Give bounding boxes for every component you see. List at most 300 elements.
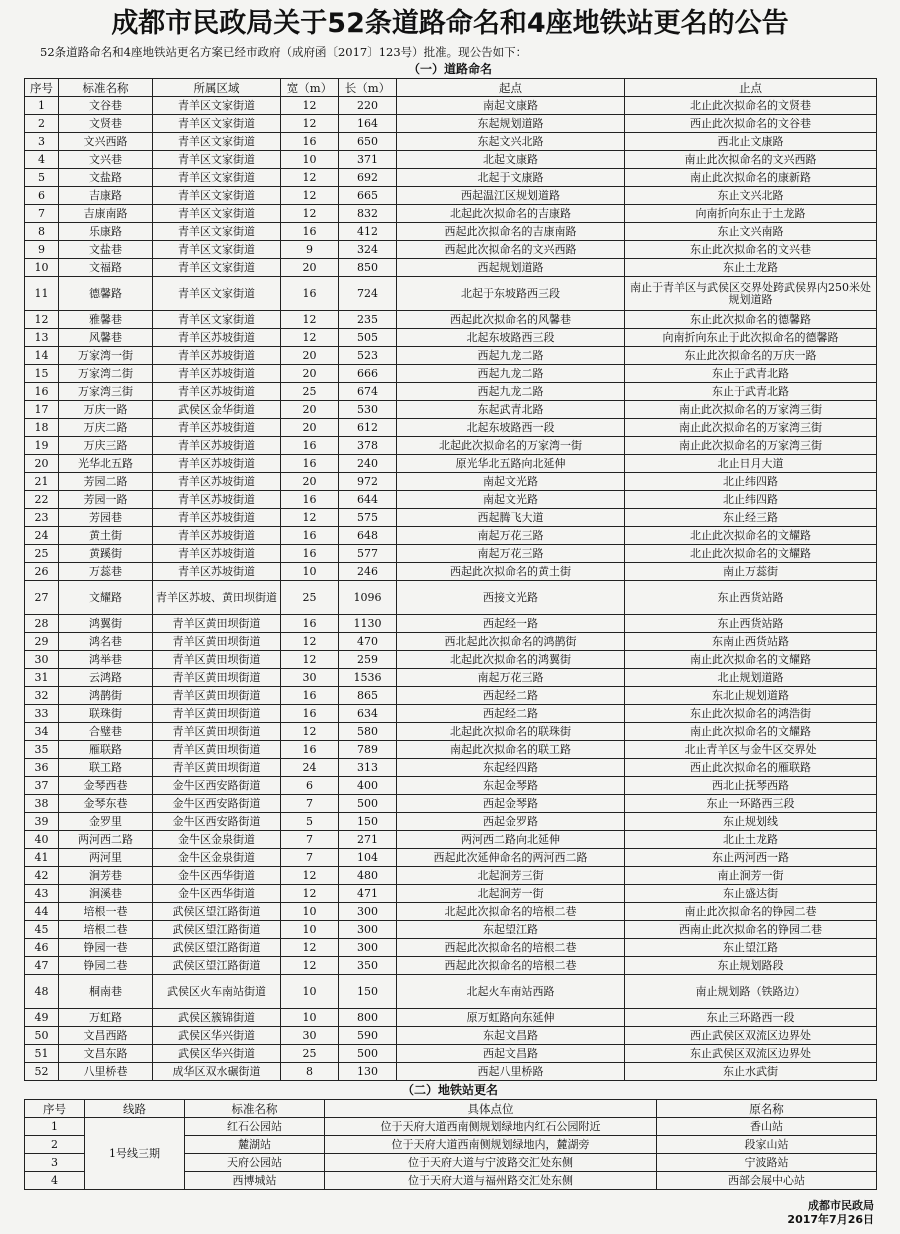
cell-end: 北止此次拟命名的文耀路 bbox=[625, 527, 877, 545]
cell-start: 东起文昌路 bbox=[397, 1027, 625, 1045]
cell-index: 2 bbox=[25, 115, 59, 133]
cell-width: 12 bbox=[281, 115, 339, 133]
table-row bbox=[25, 311, 877, 329]
cell-name: 文盐巷 bbox=[59, 241, 153, 259]
cell-end: 东止望江路 bbox=[625, 939, 877, 957]
cell-name: 文耀路 bbox=[59, 581, 153, 615]
cell-length: 577 bbox=[339, 545, 397, 563]
cell-start: 西起此次拟命名的吉康南路 bbox=[397, 223, 625, 241]
cell-start: 南起文康路 bbox=[397, 97, 625, 115]
cell-district: 青羊区文家街道 bbox=[153, 97, 281, 115]
cell-start: 东起金琴路 bbox=[397, 777, 625, 795]
cell-start: 西北起此次拟命名的鸿鹊街 bbox=[397, 633, 625, 651]
cell-end: 南止万蕊街 bbox=[625, 563, 877, 581]
cell-index: 50 bbox=[25, 1027, 59, 1045]
cell-start: 西起腾飞大道 bbox=[397, 509, 625, 527]
cell-index: 30 bbox=[25, 651, 59, 669]
metro-cell-old-name: 香山站 bbox=[657, 1118, 877, 1136]
cell-start: 西起此次拟命名的培根二巷 bbox=[397, 957, 625, 975]
cell-width: 12 bbox=[281, 509, 339, 527]
cell-start: 北起于文康路 bbox=[397, 169, 625, 187]
cell-width: 20 bbox=[281, 347, 339, 365]
road-naming-table bbox=[24, 78, 877, 1081]
cell-district: 青羊区文家街道 bbox=[153, 205, 281, 223]
table-row bbox=[25, 687, 877, 705]
cell-index: 14 bbox=[25, 347, 59, 365]
cell-index: 52 bbox=[25, 1063, 59, 1081]
cell-width: 10 bbox=[281, 903, 339, 921]
table-row bbox=[25, 563, 877, 581]
table-row bbox=[25, 509, 877, 527]
cell-start: 两河西二路向北延伸 bbox=[397, 831, 625, 849]
cell-start: 南起文光路 bbox=[397, 491, 625, 509]
cell-length: 130 bbox=[339, 1063, 397, 1081]
header-length: 长（m） bbox=[339, 79, 397, 97]
cell-name: 文昌西路 bbox=[59, 1027, 153, 1045]
cell-name: 万蕊巷 bbox=[59, 563, 153, 581]
cell-name: 雅馨巷 bbox=[59, 311, 153, 329]
table-row bbox=[25, 885, 877, 903]
cell-district: 金牛区西华街道 bbox=[153, 867, 281, 885]
cell-district: 青羊区黄田坝街道 bbox=[153, 723, 281, 741]
cell-start: 西起此次拟命名的黄土街 bbox=[397, 563, 625, 581]
cell-start: 北起此次拟命名的万家湾一街 bbox=[397, 437, 625, 455]
cell-end: 南止此次拟命名的铮园二巷 bbox=[625, 903, 877, 921]
cell-width: 16 bbox=[281, 615, 339, 633]
cell-end: 北止土龙路 bbox=[625, 831, 877, 849]
cell-length: 800 bbox=[339, 1009, 397, 1027]
cell-name: 乐康路 bbox=[59, 223, 153, 241]
cell-district: 青羊区黄田坝街道 bbox=[153, 669, 281, 687]
cell-district: 青羊区黄田坝街道 bbox=[153, 741, 281, 759]
cell-index: 9 bbox=[25, 241, 59, 259]
cell-width: 20 bbox=[281, 473, 339, 491]
table-row bbox=[25, 383, 877, 401]
cell-index: 5 bbox=[25, 169, 59, 187]
table-row bbox=[25, 491, 877, 509]
cell-district: 青羊区苏坡街道 bbox=[153, 473, 281, 491]
cell-start: 北起文康路 bbox=[397, 151, 625, 169]
cell-width: 20 bbox=[281, 401, 339, 419]
table-row bbox=[25, 259, 877, 277]
table-row bbox=[25, 169, 877, 187]
cell-name: 联珠街 bbox=[59, 705, 153, 723]
cell-index: 10 bbox=[25, 259, 59, 277]
cell-end: 东止此次拟命名的万庆一路 bbox=[625, 347, 877, 365]
cell-width: 16 bbox=[281, 741, 339, 759]
cell-start: 东起望江路 bbox=[397, 921, 625, 939]
cell-length: 104 bbox=[339, 849, 397, 867]
metro-header-old-name: 原名称 bbox=[657, 1100, 877, 1118]
cell-district: 成华区双水碾街道 bbox=[153, 1063, 281, 1081]
metro-cell-index: 3 bbox=[25, 1154, 85, 1172]
cell-district: 青羊区黄田坝街道 bbox=[153, 759, 281, 777]
cell-end: 东止此次拟命名的文兴巷 bbox=[625, 241, 877, 259]
cell-name: 文昌东路 bbox=[59, 1045, 153, 1063]
cell-end: 南止于青羊区与武侯区交界处跨武侯界内250米处规划道路 bbox=[625, 277, 877, 311]
cell-index: 16 bbox=[25, 383, 59, 401]
cell-length: 865 bbox=[339, 687, 397, 705]
cell-end: 东止西货站路 bbox=[625, 581, 877, 615]
cell-width: 12 bbox=[281, 187, 339, 205]
cell-start: 北起此次拟命名的鸿翼街 bbox=[397, 651, 625, 669]
cell-start: 原万虹路向东延伸 bbox=[397, 1009, 625, 1027]
cell-name: 金罗里 bbox=[59, 813, 153, 831]
cell-index: 46 bbox=[25, 939, 59, 957]
cell-length: 240 bbox=[339, 455, 397, 473]
cell-name: 万庆三路 bbox=[59, 437, 153, 455]
cell-end: 东止规划路段 bbox=[625, 957, 877, 975]
cell-end: 东止一环路西三段 bbox=[625, 795, 877, 813]
cell-district: 武侯区望江路街道 bbox=[153, 921, 281, 939]
table-row bbox=[25, 1009, 877, 1027]
cell-end: 东止此次拟命名的鸿浩街 bbox=[625, 705, 877, 723]
cell-width: 16 bbox=[281, 687, 339, 705]
table-row bbox=[25, 115, 877, 133]
cell-name: 文福路 bbox=[59, 259, 153, 277]
cell-district: 青羊区文家街道 bbox=[153, 241, 281, 259]
cell-length: 246 bbox=[339, 563, 397, 581]
cell-length: 400 bbox=[339, 777, 397, 795]
cell-index: 1 bbox=[25, 97, 59, 115]
cell-start: 北起火车南站西路 bbox=[397, 975, 625, 1009]
cell-district: 武侯区望江路街道 bbox=[153, 903, 281, 921]
cell-width: 16 bbox=[281, 437, 339, 455]
cell-end: 西北止文康路 bbox=[625, 133, 877, 151]
table-row bbox=[25, 365, 877, 383]
cell-width: 12 bbox=[281, 633, 339, 651]
cell-start: 西起八里桥路 bbox=[397, 1063, 625, 1081]
metro-header-name: 标准名称 bbox=[185, 1100, 325, 1118]
cell-length: 350 bbox=[339, 957, 397, 975]
table-row bbox=[25, 651, 877, 669]
section-metro-renaming-heading: （二）地铁站更名 bbox=[401, 1083, 498, 1097]
cell-width: 16 bbox=[281, 545, 339, 563]
metro-cell-old-name: 段家山站 bbox=[657, 1136, 877, 1154]
cell-index: 35 bbox=[25, 741, 59, 759]
cell-index: 36 bbox=[25, 759, 59, 777]
cell-index: 17 bbox=[25, 401, 59, 419]
cell-end: 南止此次拟命名的文兴西路 bbox=[625, 151, 877, 169]
header-width: 宽（m） bbox=[281, 79, 339, 97]
cell-start: 西起规划道路 bbox=[397, 259, 625, 277]
cell-district: 青羊区文家街道 bbox=[153, 187, 281, 205]
cell-index: 49 bbox=[25, 1009, 59, 1027]
cell-length: 471 bbox=[339, 885, 397, 903]
cell-start: 西起金罗路 bbox=[397, 813, 625, 831]
metro-cell-index: 1 bbox=[25, 1118, 85, 1136]
cell-start: 西起此次拟命名的风馨巷 bbox=[397, 311, 625, 329]
cell-index: 12 bbox=[25, 311, 59, 329]
cell-index: 21 bbox=[25, 473, 59, 491]
cell-width: 10 bbox=[281, 975, 339, 1009]
table-row bbox=[25, 867, 877, 885]
cell-name: 芳园一路 bbox=[59, 491, 153, 509]
cell-end: 北止此次拟命名的文贤巷 bbox=[625, 97, 877, 115]
table-row bbox=[25, 903, 877, 921]
footer-signature bbox=[787, 1199, 874, 1227]
cell-index: 25 bbox=[25, 545, 59, 563]
cell-start: 北起东坡路西三段 bbox=[397, 329, 625, 347]
cell-district: 青羊区文家街道 bbox=[153, 223, 281, 241]
cell-index: 28 bbox=[25, 615, 59, 633]
header-start: 起点 bbox=[397, 79, 625, 97]
cell-width: 7 bbox=[281, 795, 339, 813]
cell-name: 桐南巷 bbox=[59, 975, 153, 1009]
table-row bbox=[25, 277, 877, 311]
cell-name: 万庆一路 bbox=[59, 401, 153, 419]
cell-name: 光华北五路 bbox=[59, 455, 153, 473]
cell-district: 青羊区苏坡街道 bbox=[153, 455, 281, 473]
cell-district: 青羊区黄田坝街道 bbox=[153, 633, 281, 651]
cell-width: 16 bbox=[281, 527, 339, 545]
cell-district: 青羊区文家街道 bbox=[153, 169, 281, 187]
cell-start: 东起文兴北路 bbox=[397, 133, 625, 151]
cell-start: 北起此次拟命名的培根二巷 bbox=[397, 903, 625, 921]
table-row bbox=[25, 741, 877, 759]
cell-width: 8 bbox=[281, 1063, 339, 1081]
cell-end: 东止此次拟命名的德馨路 bbox=[625, 311, 877, 329]
cell-length: 500 bbox=[339, 795, 397, 813]
table-row bbox=[25, 545, 877, 563]
cell-width: 16 bbox=[281, 705, 339, 723]
cell-length: 580 bbox=[339, 723, 397, 741]
cell-name: 鸿举巷 bbox=[59, 651, 153, 669]
cell-district: 金牛区金泉街道 bbox=[153, 831, 281, 849]
cell-width: 7 bbox=[281, 849, 339, 867]
cell-width: 5 bbox=[281, 813, 339, 831]
cell-end: 东止文兴南路 bbox=[625, 223, 877, 241]
cell-name: 文兴西路 bbox=[59, 133, 153, 151]
metro-header-index: 序号 bbox=[25, 1100, 85, 1118]
table-row bbox=[25, 723, 877, 741]
cell-end: 东止两河西一路 bbox=[625, 849, 877, 867]
table-row bbox=[25, 187, 877, 205]
cell-start: 南起万花三路 bbox=[397, 669, 625, 687]
metro-cell-location: 位于天府大道与福州路交汇处东侧 bbox=[325, 1172, 657, 1190]
cell-index: 38 bbox=[25, 795, 59, 813]
cell-length: 674 bbox=[339, 383, 397, 401]
cell-index: 7 bbox=[25, 205, 59, 223]
cell-end: 南止涧芳一街 bbox=[625, 867, 877, 885]
cell-end: 西北止抚琴西路 bbox=[625, 777, 877, 795]
cell-district: 青羊区黄田坝街道 bbox=[153, 651, 281, 669]
footer-date: 2017年7月26日 bbox=[787, 1213, 874, 1226]
table-row bbox=[25, 527, 877, 545]
table-row bbox=[25, 419, 877, 437]
cell-index: 44 bbox=[25, 903, 59, 921]
cell-length: 371 bbox=[339, 151, 397, 169]
cell-width: 12 bbox=[281, 885, 339, 903]
table-row bbox=[25, 455, 877, 473]
cell-start: 西起此次拟命名的文兴西路 bbox=[397, 241, 625, 259]
cell-index: 15 bbox=[25, 365, 59, 383]
table-row bbox=[25, 759, 877, 777]
cell-width: 16 bbox=[281, 133, 339, 151]
cell-length: 164 bbox=[339, 115, 397, 133]
cell-length: 530 bbox=[339, 401, 397, 419]
table-row bbox=[25, 975, 877, 1009]
header-end: 止点 bbox=[625, 79, 877, 97]
cell-name: 两河西二路 bbox=[59, 831, 153, 849]
road-table-header-row bbox=[25, 79, 877, 97]
cell-name: 云鸿路 bbox=[59, 669, 153, 687]
table-row bbox=[25, 133, 877, 151]
cell-start: 西接文光路 bbox=[397, 581, 625, 615]
cell-length: 1130 bbox=[339, 615, 397, 633]
cell-district: 武侯区望江路街道 bbox=[153, 957, 281, 975]
cell-district: 武侯区簇锦街道 bbox=[153, 1009, 281, 1027]
cell-length: 150 bbox=[339, 813, 397, 831]
cell-index: 22 bbox=[25, 491, 59, 509]
cell-district: 武侯区金华街道 bbox=[153, 401, 281, 419]
table-row bbox=[25, 1045, 877, 1063]
cell-length: 412 bbox=[339, 223, 397, 241]
cell-length: 324 bbox=[339, 241, 397, 259]
cell-name: 万家湾一街 bbox=[59, 347, 153, 365]
cell-name: 雁联路 bbox=[59, 741, 153, 759]
cell-start: 西起九龙二路 bbox=[397, 347, 625, 365]
cell-width: 16 bbox=[281, 491, 339, 509]
cell-district: 金牛区西安路街道 bbox=[153, 813, 281, 831]
metro-cell-index: 2 bbox=[25, 1136, 85, 1154]
table-row bbox=[25, 705, 877, 723]
cell-index: 11 bbox=[25, 277, 59, 311]
cell-district: 武侯区望江路街道 bbox=[153, 939, 281, 957]
header-district: 所属区域 bbox=[153, 79, 281, 97]
cell-width: 12 bbox=[281, 329, 339, 347]
cell-district: 青羊区苏坡街道 bbox=[153, 347, 281, 365]
cell-length: 1096 bbox=[339, 581, 397, 615]
table-row bbox=[25, 777, 877, 795]
table-row bbox=[25, 849, 877, 867]
cell-width: 12 bbox=[281, 97, 339, 115]
cell-index: 37 bbox=[25, 777, 59, 795]
cell-name: 八里桥巷 bbox=[59, 1063, 153, 1081]
cell-name: 吉康南路 bbox=[59, 205, 153, 223]
cell-end: 东止于武青北路 bbox=[625, 383, 877, 401]
cell-index: 4 bbox=[25, 151, 59, 169]
cell-index: 19 bbox=[25, 437, 59, 455]
cell-length: 500 bbox=[339, 1045, 397, 1063]
cell-end: 南止此次拟命名的万家湾三街 bbox=[625, 401, 877, 419]
metro-table-header-row bbox=[25, 1100, 877, 1118]
cell-name: 铮园一巷 bbox=[59, 939, 153, 957]
cell-length: 648 bbox=[339, 527, 397, 545]
cell-name: 鸿翼街 bbox=[59, 615, 153, 633]
cell-start: 北起此次拟命名的吉康路 bbox=[397, 205, 625, 223]
cell-district: 青羊区黄田坝街道 bbox=[153, 705, 281, 723]
cell-end: 南止此次拟命名的文耀路 bbox=[625, 651, 877, 669]
cell-start: 西起文昌路 bbox=[397, 1045, 625, 1063]
cell-index: 34 bbox=[25, 723, 59, 741]
cell-index: 18 bbox=[25, 419, 59, 437]
cell-length: 832 bbox=[339, 205, 397, 223]
cell-end: 东止经三路 bbox=[625, 509, 877, 527]
header-index: 序号 bbox=[25, 79, 59, 97]
metro-cell-name: 麓湖站 bbox=[185, 1136, 325, 1154]
cell-index: 23 bbox=[25, 509, 59, 527]
table-row bbox=[25, 795, 877, 813]
cell-district: 青羊区苏坡街道 bbox=[153, 437, 281, 455]
cell-end: 北止纬四路 bbox=[625, 473, 877, 491]
cell-width: 25 bbox=[281, 1045, 339, 1063]
cell-length: 665 bbox=[339, 187, 397, 205]
cell-length: 220 bbox=[339, 97, 397, 115]
cell-index: 6 bbox=[25, 187, 59, 205]
cell-length: 300 bbox=[339, 903, 397, 921]
cell-width: 16 bbox=[281, 455, 339, 473]
cell-end: 南止此次拟命名的康新路 bbox=[625, 169, 877, 187]
cell-district: 金牛区金泉街道 bbox=[153, 849, 281, 867]
cell-index: 26 bbox=[25, 563, 59, 581]
road-table-body bbox=[25, 97, 877, 1081]
table-row bbox=[25, 813, 877, 831]
cell-width: 16 bbox=[281, 223, 339, 241]
cell-length: 523 bbox=[339, 347, 397, 365]
cell-width: 7 bbox=[281, 831, 339, 849]
cell-name: 吉康路 bbox=[59, 187, 153, 205]
cell-name: 鸿鹊街 bbox=[59, 687, 153, 705]
cell-start: 南起文光路 bbox=[397, 473, 625, 491]
cell-index: 48 bbox=[25, 975, 59, 1009]
cell-district: 青羊区黄田坝街道 bbox=[153, 615, 281, 633]
cell-district: 青羊区苏坡、黄田坝街道 bbox=[153, 581, 281, 615]
cell-start: 西起经二路 bbox=[397, 687, 625, 705]
table-row bbox=[25, 329, 877, 347]
section-road-naming-heading: （一）道路命名 bbox=[407, 62, 492, 76]
cell-length: 378 bbox=[339, 437, 397, 455]
cell-start: 西起九龙二路 bbox=[397, 383, 625, 401]
cell-name: 万庆二路 bbox=[59, 419, 153, 437]
cell-start: 北起于东坡路西三段 bbox=[397, 277, 625, 311]
table-row bbox=[25, 401, 877, 419]
cell-index: 27 bbox=[25, 581, 59, 615]
cell-end: 西南止此次拟命名的铮园二巷 bbox=[625, 921, 877, 939]
cell-width: 10 bbox=[281, 151, 339, 169]
cell-name: 铮园二巷 bbox=[59, 957, 153, 975]
cell-end: 东止土龙路 bbox=[625, 259, 877, 277]
cell-width: 30 bbox=[281, 1027, 339, 1045]
cell-width: 20 bbox=[281, 419, 339, 437]
cell-index: 39 bbox=[25, 813, 59, 831]
cell-length: 259 bbox=[339, 651, 397, 669]
cell-name: 涧芳巷 bbox=[59, 867, 153, 885]
cell-start: 东起经四路 bbox=[397, 759, 625, 777]
table-row bbox=[25, 1063, 877, 1081]
cell-name: 万家湾二街 bbox=[59, 365, 153, 383]
cell-district: 青羊区苏坡街道 bbox=[153, 419, 281, 437]
table-row bbox=[25, 151, 877, 169]
cell-width: 25 bbox=[281, 581, 339, 615]
cell-length: 644 bbox=[339, 491, 397, 509]
cell-length: 505 bbox=[339, 329, 397, 347]
cell-district: 武侯区华兴街道 bbox=[153, 1045, 281, 1063]
cell-width: 6 bbox=[281, 777, 339, 795]
cell-name: 培根一巷 bbox=[59, 903, 153, 921]
cell-length: 1536 bbox=[339, 669, 397, 687]
cell-end: 北止规划道路 bbox=[625, 669, 877, 687]
cell-start: 南起此次拟命名的联工路 bbox=[397, 741, 625, 759]
table-row bbox=[25, 1027, 877, 1045]
cell-width: 12 bbox=[281, 723, 339, 741]
cell-width: 12 bbox=[281, 651, 339, 669]
table-row bbox=[25, 97, 877, 115]
cell-district: 青羊区苏坡街道 bbox=[153, 329, 281, 347]
cell-district: 青羊区苏坡街道 bbox=[153, 563, 281, 581]
cell-length: 590 bbox=[339, 1027, 397, 1045]
cell-index: 42 bbox=[25, 867, 59, 885]
